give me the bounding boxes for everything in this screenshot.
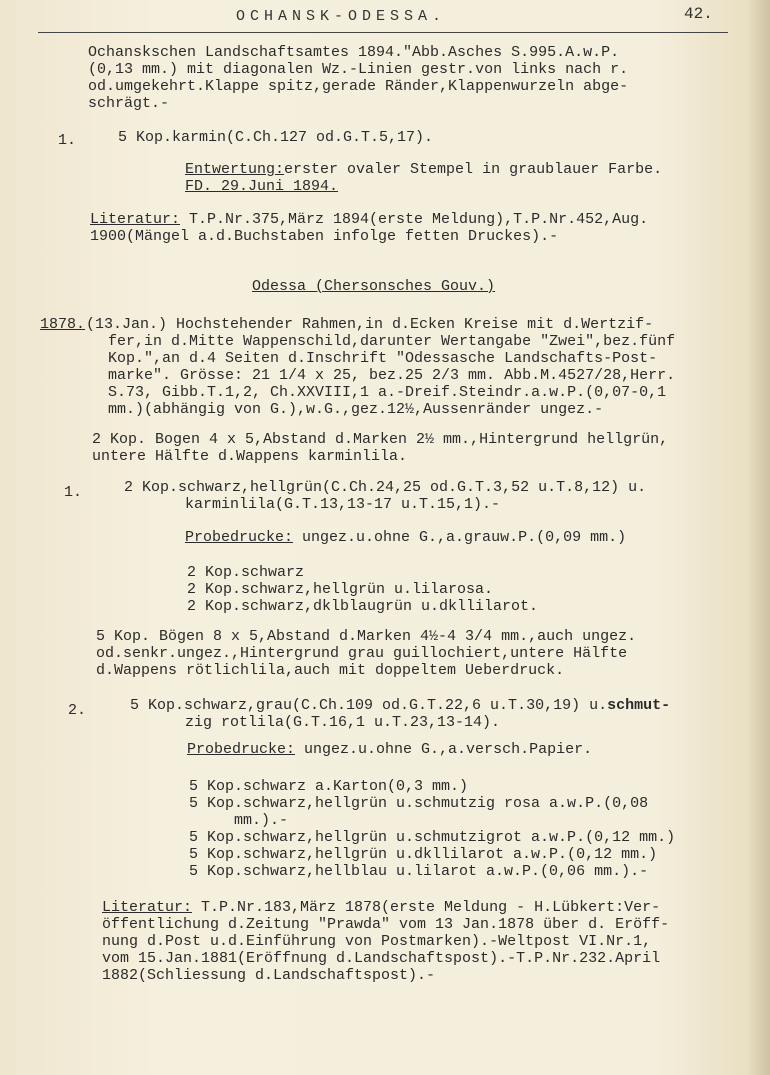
probedrucke-label: Probedrucke: [185,529,294,546]
probedrucke-text: ungez.u.ohne G.,a.versch.Papier. [295,741,593,758]
bogen-line: untere Hälfte d.Wappens karminlila. [92,448,408,465]
bogen-line: d.Wappens rötlichlila,auch mit doppeltem Ueberdruck. [96,662,565,679]
entwertung-label: Entwertung: [185,161,285,178]
odessa-intro-line: marke". Grösse: 21 1/4 x 25, bez.25 2/3 mm. Abb.M.4527/28,Herr. [108,367,676,384]
intro-line: Ochanskschen Landschaftsamtes 1894."Abb.Asches S.995.A.w.P. [88,44,620,61]
item-text-part: 5 Kop.schwarz,grau(C.Ch.109 od.G.T.22,6 u.T.30,19) u. [130,697,608,714]
probe-line: 2 Kop.schwarz [187,564,305,581]
literatur-line: nung d.Post u.d.Einführung von Postmarken).-Weltpost VI.Nr.1, [102,933,652,950]
literatur-text: T.P.Nr.183,März 1878(erste Meldung - H.Lübkert:Ver- [192,899,661,916]
literatur-line: öffentlichung d.Zeitung "Prawda" vom 13 Jan.1878 über d. Eröff- [102,916,670,933]
probe-line: 2 Kop.schwarz,hellgrün u.lilarosa. [187,581,494,598]
bogen-line: 5 Kop. Bögen 8 x 5,Abstand d.Marken 4½-4 3/4 mm.,auch ungez. [96,628,637,645]
probe-line: 5 Kop.schwarz,hellblau u.lilarot a.w.P.(0,06 mm.).- [189,863,649,880]
probe-line: 5 Kop.schwarz,hellgrün u.dkllilarot a.w.P.(0,12 mm.) [189,846,658,863]
item-text: 2 Kop.schwarz,hellgrün(C.Ch.24,25 od.G.T.3,52 u.T.8,12) u. [124,479,647,496]
probedrucke-label: Probedrucke: [187,741,296,758]
odessa-intro-line: (13.Jan.) Hochstehender Rahmen,in d.Ecken Kreise mit d.Wertzif- [86,316,654,333]
item-text: karminlila(G.T.13,13-17 u.T.15,1).- [185,496,501,513]
item-number: 1. [58,132,77,149]
literatur-label: Literatur: [90,211,181,228]
probedrucke-line [187,741,592,758]
probe-line: 5 Kop.schwarz,hellgrün u.schmutzigrot a.w.P.(0,12 mm.) [189,829,676,846]
running-header: OCHANSK-ODESSA. [236,8,447,25]
item-text [130,697,670,714]
odessa-intro-line: fer,in d.Mitte Wappenschild,darunter Wertangabe "Zwei",bez.fünf [108,333,676,350]
item-number: 2. [68,702,87,719]
probe-line: 5 Kop.schwarz,hellgrün u.schmutzig rosa a.w.P.(0,08 [189,795,649,812]
probe-line: 5 Kop.schwarz a.Karton(0,3 mm.) [189,778,469,795]
literatur-line [102,899,660,916]
literatur-text: T.P.Nr.375,März 1894(erste Meldung),T.P.Nr.452,Aug. [180,211,649,228]
section-title: Odessa (Chersonsches Gouv.) [252,278,496,295]
literatur-line [90,211,648,228]
item-text: zig rotlila(G.T.16,1 u.T.23,13-14). [185,714,501,731]
bogen-line: 2 Kop. Bogen 4 x 5,Abstand d.Marken 2½ mm.,Hintergrund hellgrün, [92,431,669,448]
item-text: 5 Kop.karmin(C.Ch.127 od.G.T.5,17). [118,129,434,146]
item-number: 1. [64,484,83,501]
entwertung-text: erster ovaler Stempel in graublauer Farbe. [284,161,663,178]
intro-line: (0,13 mm.) mit diagonalen Wz.-Linien gestr.von links nach r. [88,61,629,78]
literatur-line: vom 15.Jan.1881(Eröffnung d.Landschaftspost).-T.P.Nr.232.April [102,950,661,967]
issue-year: 1878. [40,316,86,333]
intro-line: schrägt.- [88,95,170,112]
odessa-intro-line: mm.)(abhängig von G.),w.G.,gez.12½,Aussenränder ungez.- [108,401,604,418]
entwertung-line [185,161,662,178]
literatur-line: 1900(Mängel a.d.Buchstaben infolge fetten Druckes).- [90,228,559,245]
probe-line: 2 Kop.schwarz,dklblaugrün u.dkllilarot. [187,598,539,615]
item-text-part: schmut- [607,697,671,714]
odessa-intro-line: Kop.",an d.4 Seiten d.Inschrift "Odessasche Landschafts-Post- [108,350,658,367]
intro-line: od.umgekehrt.Klappe spitz,gerade Ränder,Klappenwurzeln abge- [88,78,629,95]
literatur-line: 1882(Schliessung d.Landschaftspost).- [102,967,436,984]
header-rule [38,32,728,33]
first-day-date: FD. 29.Juni 1894. [185,178,339,195]
odessa-intro-line: S.73, Gibb.T.1,2, Ch.XXVIII,1 a.-Dreif.Steindr.a.w.P.(0,07-0,1 [108,384,667,401]
probe-line: mm.).- [189,812,289,829]
bogen-line: od.senkr.ungez.,Hintergrund grau guillochiert,untere Hälfte [96,645,628,662]
probedrucke-text: ungez.u.ohne G.,a.grauw.P.(0,09 mm.) [293,529,627,546]
page-number: 42. [684,5,713,23]
probedrucke-line [185,529,626,546]
literatur-label: Literatur: [102,899,193,916]
